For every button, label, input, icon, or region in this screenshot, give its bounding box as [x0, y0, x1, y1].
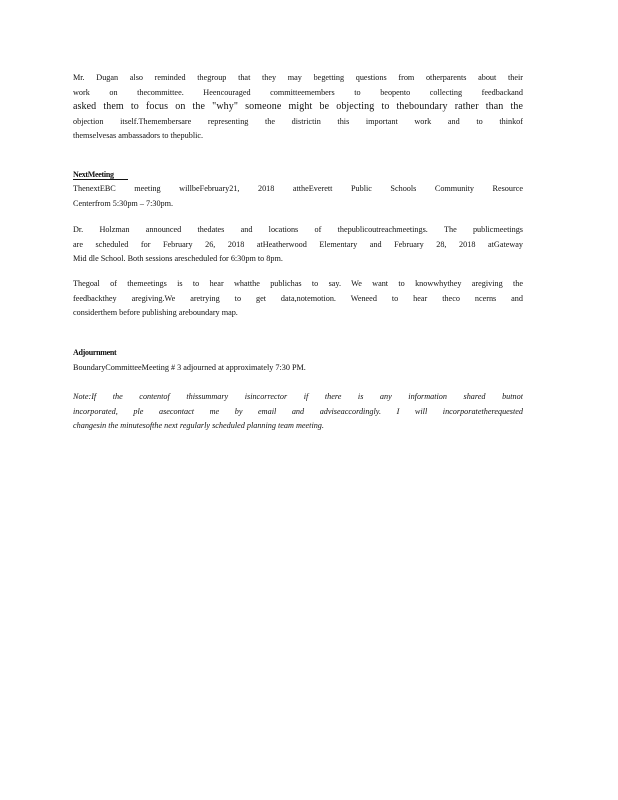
paragraph-meeting-goal [73, 277, 523, 321]
text-line: objection itself.Themembersare representing the districtin this important work and to thinkof [73, 116, 523, 126]
paragraph-outreach-meetings [73, 223, 523, 267]
text-line: Mid dle School. Both sessions arescheduled for 6:30pm to 8pm. [73, 254, 283, 263]
text-line: Dr. Holzman announced thedates and locations of thepublicoutreachmeetings. The publicmeetings [73, 225, 523, 234]
text-line: Thegoal of themeetings is to hear whatthe publichas to say. We want to knowwhythey aregiving the [73, 279, 523, 288]
text-line: considerthem before publishing areboundary map. [73, 308, 238, 317]
text-line: Centerfrom 5:30pm – 7:30pm. [73, 198, 174, 208]
text-line: Note:If the contentof thissummary isincorrector if there is any information shared butnot [73, 392, 523, 401]
text-line: work on thecommittee. Heencouraged committeemembers to beopento collecting feedbackand [73, 87, 523, 97]
paragraph-adjournment [73, 361, 523, 376]
note-paragraph [73, 390, 523, 434]
text-line: feedbackthey aregiving.We aretrying to get data,notemotion. Weneed to hear theco ncerns and [73, 293, 523, 303]
text-line: are scheduled for February 26, 2018 atHeatherwood Elementary and February 28, 2018 atGateway [73, 239, 523, 249]
text-line: ThenextEBC meeting willbeFebruary21, 2018 attheEverett Public Schools Community Resource [73, 184, 523, 193]
text-line: asked them to focus on the "why" someone might be objecting to theboundary rather than the [73, 101, 523, 112]
text-line: Mr. Dugan also reminded thegroup that they may begetting questions from otherparents about their [73, 73, 523, 82]
paragraph-dugan-reminder [73, 71, 523, 144]
text-line: changesin the minutesofthe next regularly scheduled planning team meeting. [73, 421, 324, 430]
adjournment-heading: Adjournment [73, 348, 117, 357]
text-line: BoundaryCommitteeMeeting # 3 adjourned at approximately 7:30 PM. [73, 363, 306, 372]
text-line: incorporated, ple asecontact me by email and adviseaccordingly. I will incorporatetherequested [73, 406, 523, 416]
text-line: themselvesas ambassadors to thepublic. [73, 131, 204, 140]
paragraph-next-meeting [73, 182, 523, 211]
next-meeting-heading: NextMeeting [73, 170, 128, 180]
